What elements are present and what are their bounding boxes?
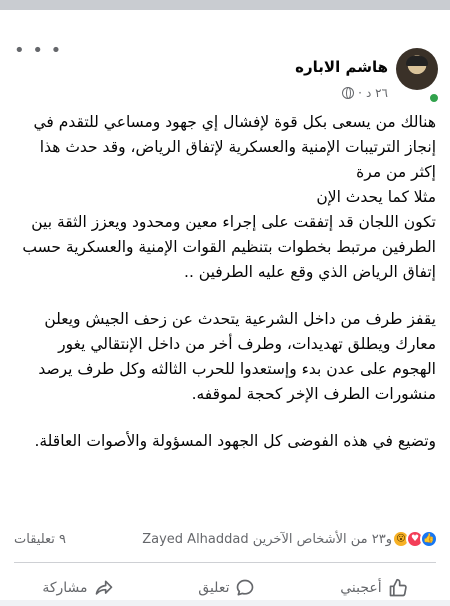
post-meta <box>342 86 388 100</box>
divider <box>14 562 436 563</box>
post-paragraph: مثلا كما يحدث الإن <box>316 188 436 206</box>
share-button[interactable] <box>42 578 113 598</box>
author-name[interactable]: هاشم الاباره <box>295 58 388 76</box>
reactions-bar <box>14 528 438 552</box>
thumbs-up-icon <box>388 578 408 598</box>
online-status-dot <box>428 92 440 104</box>
like-label: أعجبني <box>340 580 382 596</box>
meta-dot: · <box>358 86 362 100</box>
top-strip <box>0 0 450 10</box>
like-button[interactable] <box>340 578 407 598</box>
comments-count[interactable]: ٩ تعليقات <box>14 532 67 547</box>
avatar[interactable] <box>396 48 438 90</box>
wow-icon: 😮 <box>392 530 410 548</box>
reaction-icons <box>396 530 438 548</box>
reactors[interactable] <box>142 530 438 548</box>
post-body <box>14 110 436 454</box>
share-icon <box>94 578 114 598</box>
love-icon: ♥ <box>406 530 424 548</box>
post-paragraph: هنالك من يسعى بكل قوة لإفشال إي جهود ومساعي للتقدم في إنجاز الترتيبات الإمنية والعسكرية لإتفاق الرياض، وقد حدث هذا إكثر من مرة <box>33 113 436 181</box>
paragraph-gap <box>14 285 436 307</box>
comment-icon <box>235 578 255 598</box>
more-options-icon[interactable]: • • • <box>14 40 63 61</box>
paragraph-gap <box>14 407 436 429</box>
comment-label: تعليق <box>198 580 230 596</box>
post-paragraph: يقفز طرف من داخل الشرعية يتحدث عن زحف الجيش ويعلن معارك ويطلق تهديدات، وطرف أخر من داخل الإنتقالي يغور الهجوم على عدن بدء وإستعدوا للحرب الثالثه وكل طرف يرصد منشورات الطرف الإخر كحجة لموقفه. <box>38 310 436 403</box>
post-card <box>0 10 450 600</box>
action-bar <box>0 570 450 606</box>
share-label: مشاركة <box>42 580 88 596</box>
post-header <box>0 26 450 100</box>
globe-icon <box>342 87 354 99</box>
comment-button[interactable] <box>198 578 255 598</box>
post-time[interactable]: ٢٦ د <box>365 86 388 100</box>
post-paragraph: وتضيع في هذه الفوضى كل الجهود المسؤولة والأصوات العاقلة. <box>34 432 436 450</box>
like-icon: 👍 <box>420 530 438 548</box>
post-paragraph: تكون اللجان قد إتفقت على إجراء معين ومحدود ويعزز الثقة بين الطرفين مرتبط بخطوات بتنظيم القوات الإمنية والعسكرية حسب إتفاق الرياض الذي وقع عليه الطرفين .. <box>22 213 436 281</box>
reactions-summary: Zayed Alhaddad و٢٣ من الأشخاص الآخرين <box>142 531 392 547</box>
